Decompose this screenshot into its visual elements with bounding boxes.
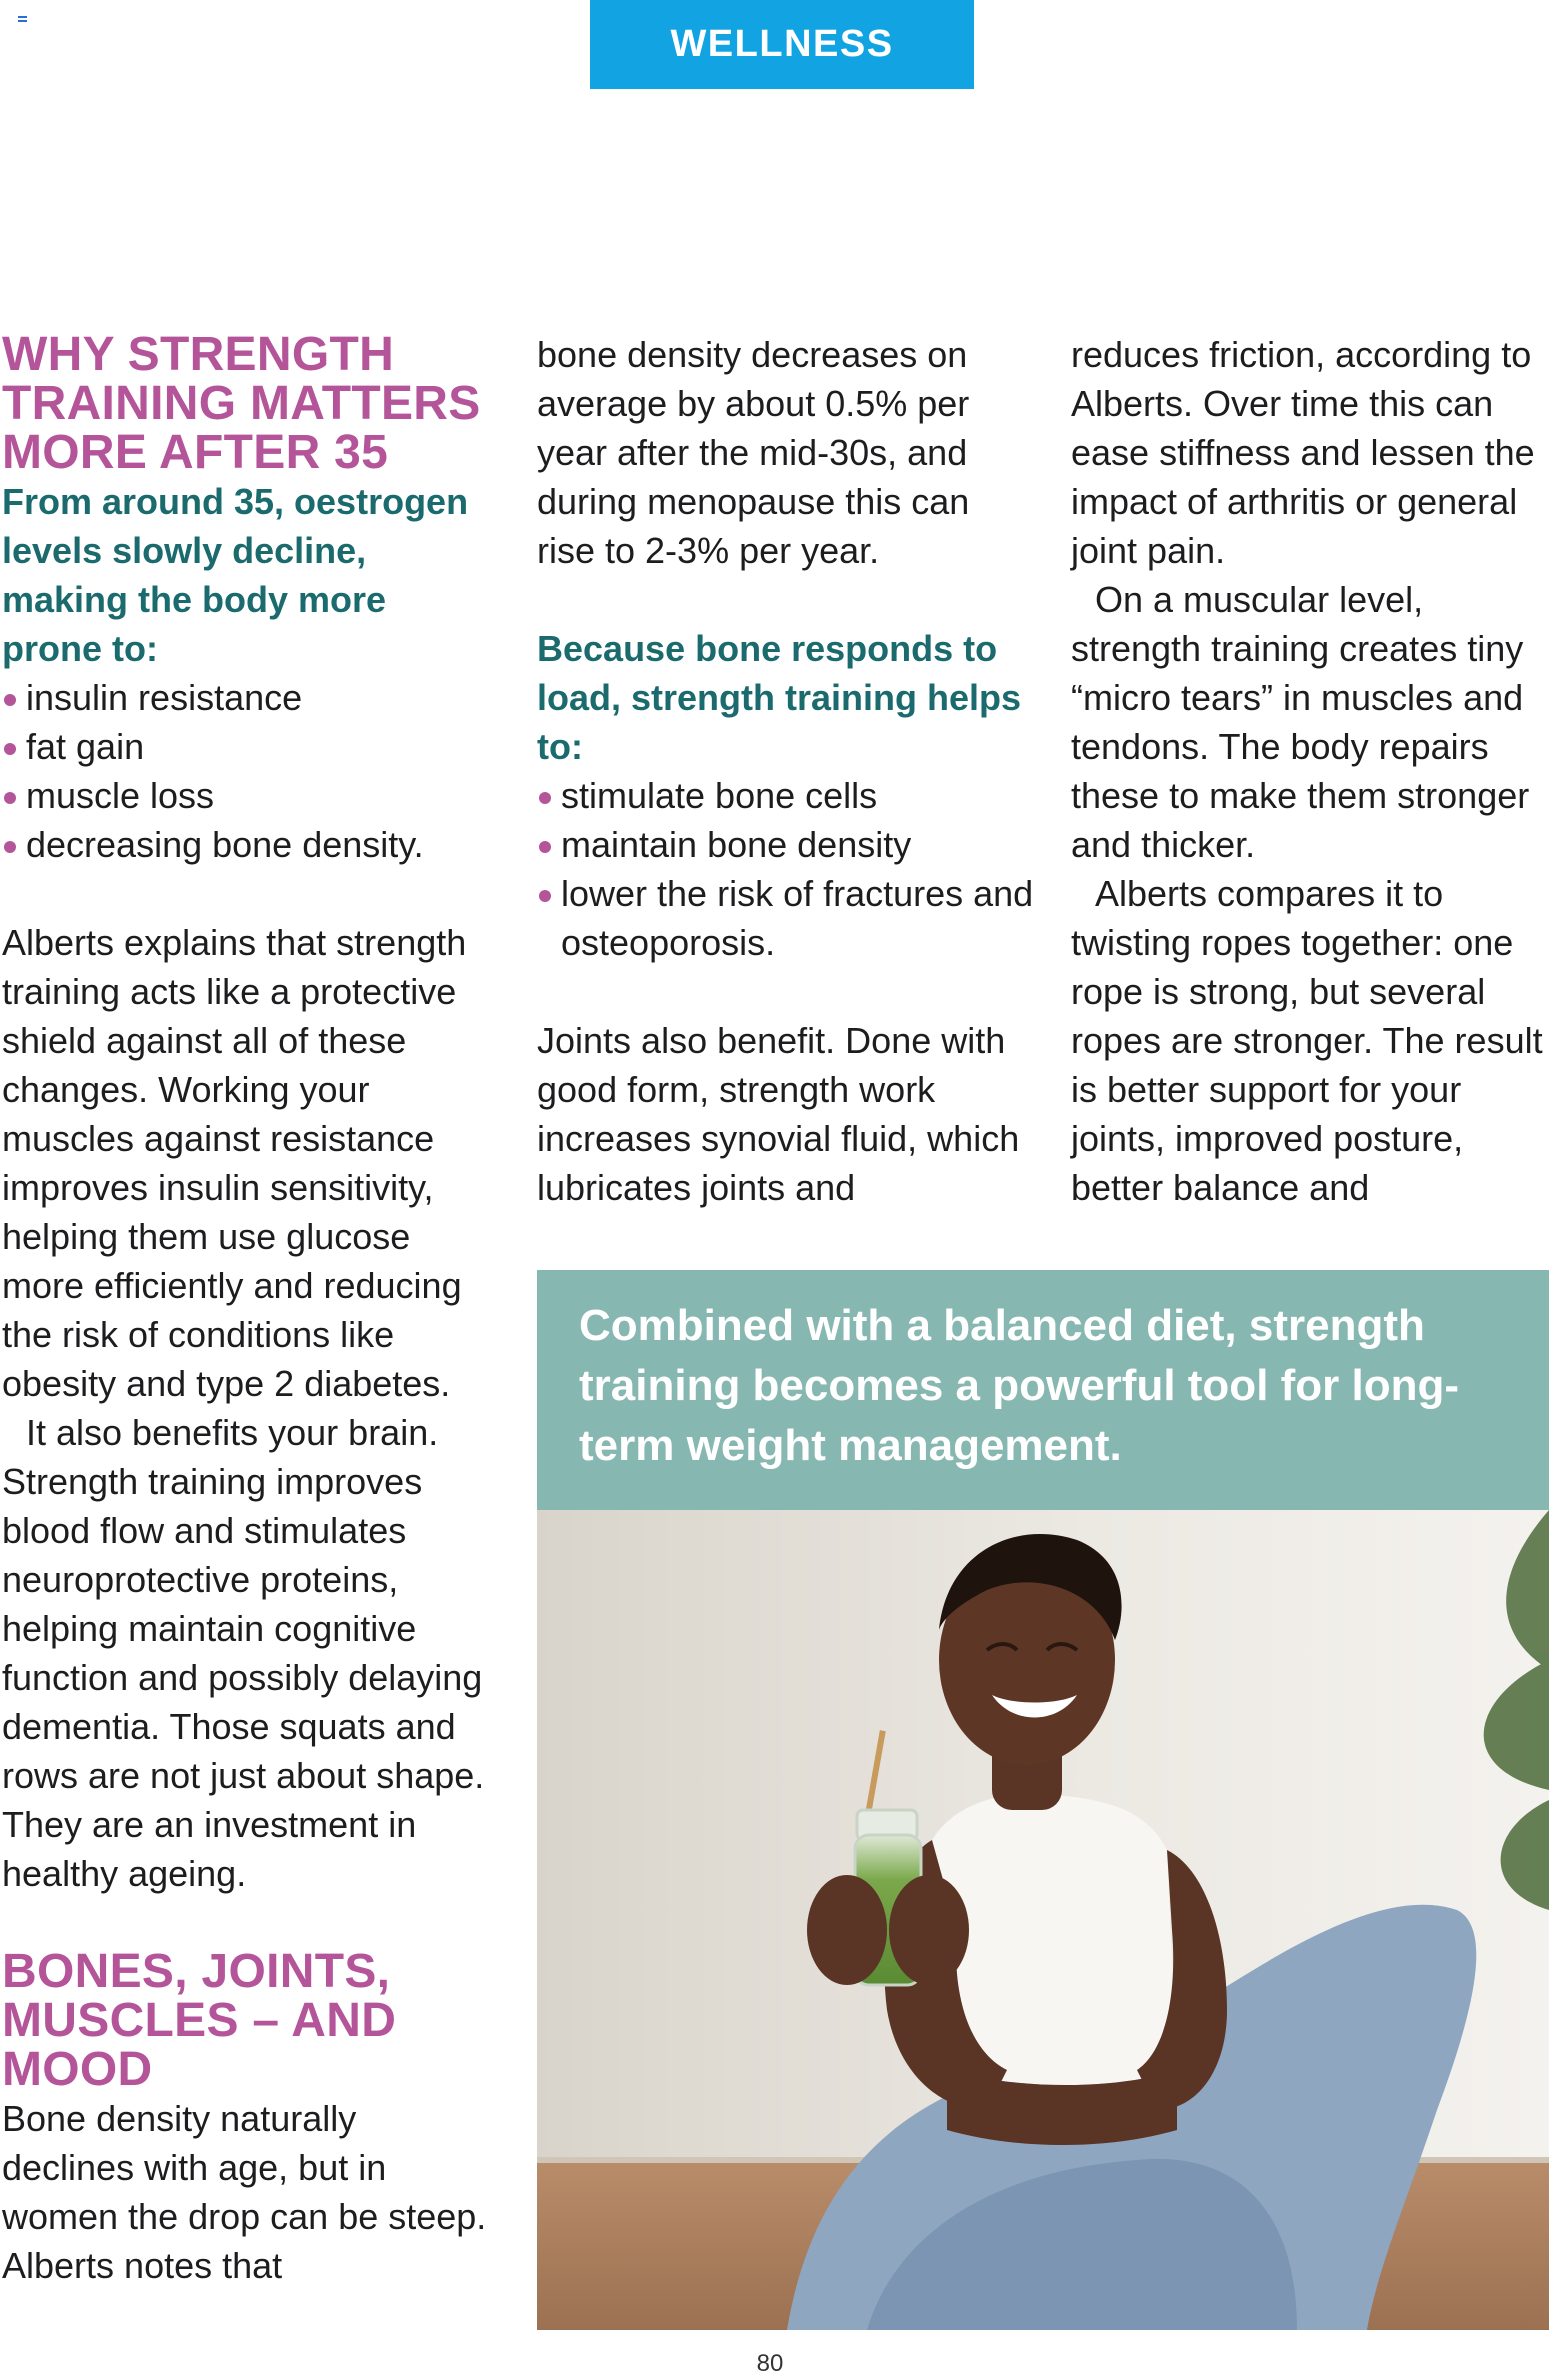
bullet-list-risks	[2, 673, 492, 869]
bullet-list-benefits	[537, 771, 1037, 967]
paragraph-ropes: Alberts compares it to twisting ropes together: one rope is strong, but several ropes are stronger. The result is better support for your joints, improved posture, better balance and	[1071, 873, 1543, 1208]
paragraph-shield: Alberts explains that strength training acts like a protective shield against all of these changes. Working your muscles against resistance improves insulin sensitivity, helping them use glucose more efficiently and reducing the risk of conditions like obesity and type 2 diabetes.	[2, 922, 467, 1404]
paragraph-friction: reduces friction, according to Alberts. Over time this can ease stiffness and lessen the impact of arthritis or general joint pain.	[1071, 334, 1535, 571]
page-number: 80	[756, 2350, 784, 2377]
list-item: maintain bone density	[537, 820, 1037, 869]
heading-bones-joints: BONES, JOINTS, MUSCLES – AND MOOD	[2, 1945, 397, 2096]
subheading-bone-load: Because bone responds to load, strength training helps to:	[537, 628, 1022, 767]
paragraph-muscular: On a muscular level, strength training creates tiny “micro tears” in muscles and tendons. The body repairs these to make them stronger and thicker.	[1071, 579, 1530, 865]
list-item: fat gain	[2, 722, 492, 771]
paragraph-bone-density: Bone density naturally declines with age, but in women the drop can be steep. Alberts notes that	[2, 2098, 487, 2286]
column-3	[1071, 330, 1549, 1212]
section-tab: WELLNESS	[590, 0, 974, 89]
corner-mark	[18, 16, 27, 22]
heading-why-strength: WHY STRENGTH TRAINING MATTERS MORE AFTER 35	[2, 328, 481, 479]
pull-quote-text: Combined with a balanced diet, strength training becomes a powerful tool for long-term weight management.	[579, 1301, 1460, 1470]
list-item: insulin resistance	[2, 673, 492, 722]
paragraph-brain: It also benefits your brain. Strength training improves blood flow and stimulates neuroprotective proteins, helping maintain cognitive function and possibly delaying dementia. Those squats and rows are not just about shape. They are an investment in healthy ageing.	[2, 1412, 485, 1894]
column-1	[2, 330, 492, 2290]
list-item: stimulate bone cells	[537, 771, 1037, 820]
paragraph-bone-decrease: bone density decreases on average by about 0.5% per year after the mid-30s, and during menopause this can rise to 2-3% per year.	[537, 334, 970, 571]
column-2	[537, 330, 1037, 1212]
list-item: muscle loss	[2, 771, 492, 820]
paragraph-joints: Joints also benefit. Done with good form, strength work increases synovial fluid, which lubricates joints and	[537, 1020, 1020, 1208]
list-item: lower the risk of fractures and osteoporosis.	[537, 869, 1037, 967]
woman-with-smoothie-photo	[537, 1510, 1549, 2330]
list-item: decreasing bone density.	[2, 820, 492, 869]
pull-quote-box	[537, 1270, 1549, 1510]
subheading-oestrogen: From around 35, oestrogen levels slowly decline, making the body more prone to:	[2, 481, 469, 669]
